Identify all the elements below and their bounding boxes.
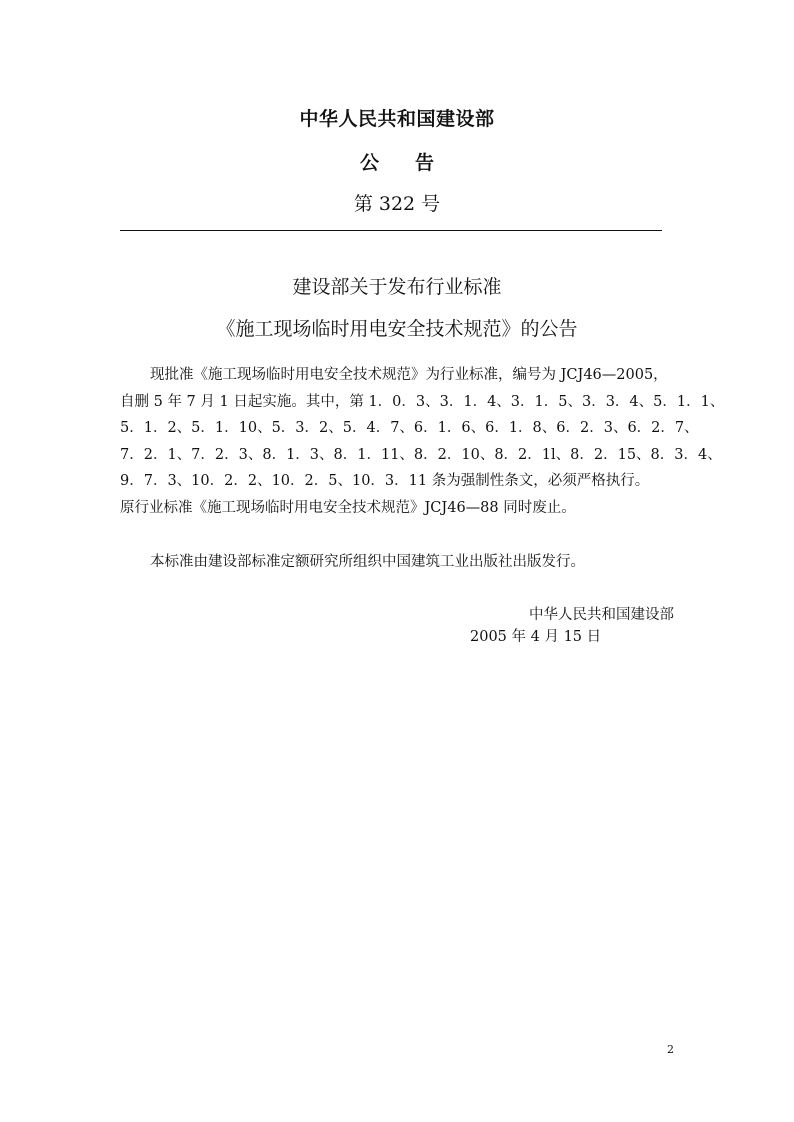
- announcement-heading-right: 告: [415, 152, 435, 174]
- body-paragraph-1-line: 自删 5 年 7 月 1 日起实施。其中，第 1．0．3、3．1．4、3．1．5、3．3．4、5．1．1、: [120, 393, 725, 410]
- document-title-line-1: 建设部关于发布行业标准: [292, 276, 502, 298]
- announcement-heading: [0, 148, 794, 175]
- signature-ministry: 中华人民共和国建设部: [529, 607, 674, 623]
- body-paragraph-1-line: 9．7．3、10．2．2、10．2．5、10．3．11 条为强制性条文，必须严格执行。: [120, 473, 650, 489]
- announcement-heading-left: 公: [359, 152, 379, 174]
- body-paragraph-1: [120, 362, 725, 521]
- page-number: 2: [667, 1043, 674, 1056]
- document-title-line-2: 《施工现场临时用电安全技术规范》的公告: [216, 318, 578, 340]
- body-paragraph-1-line: 原行业标准《施工现场临时用电安全技术规范》JCJ46—88 同时废止。: [120, 499, 576, 516]
- body-paragraph-1-line: 现批准《施工现场临时用电安全技术规范》为行业标准，编号为 JCJ46—2005，: [150, 367, 668, 383]
- announcement-number: 第 322 号: [353, 193, 441, 215]
- header-divider: [120, 230, 662, 231]
- body-paragraph-1-line: 5．1．2、5．1．10、5．3．2、5．4．7、6．1．6、6．1．8、6．2．3、6．2．7、: [120, 420, 699, 436]
- body-paragraph-1-line: 7．2．1、7．2．3、8．1．3、8．1．11、8．2．10、8．2．1l、8．2．15、8．3．4、: [120, 446, 722, 463]
- body-paragraph-2: 本标准由建设部标准定额研究所组织中国建筑工业出版社出版发行。: [150, 554, 585, 570]
- issuing-ministry: 中华人民共和国建设部: [299, 108, 495, 130]
- signature-date: 2005 年 4 月 15 日: [470, 629, 602, 645]
